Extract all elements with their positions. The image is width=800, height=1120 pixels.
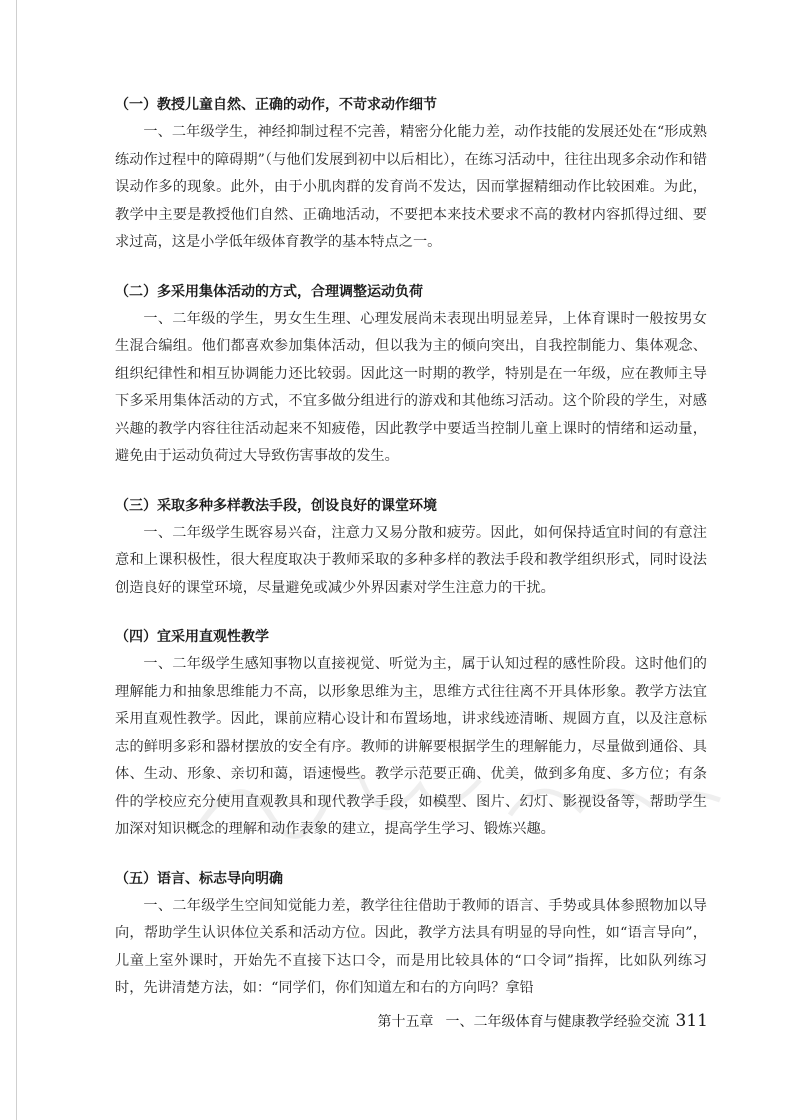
page-number: 311 (675, 1011, 708, 1031)
section-heading: （一）教授儿童自然、正确的动作，不苛求动作细节 (115, 97, 437, 113)
section-heading: （二）多采用集体活动的方式，合理调整运动负荷 (115, 283, 423, 300)
section-heading: （三）采取多种多样教法手段，创设良好的课堂环境 (115, 497, 437, 514)
section-4 (115, 624, 707, 844)
section-paragraph: 一、二年级学生既容易兴奋，注意力又易分散和疲劳。因此，如何保持适宜时间的有意注意和上课积极性，很大程度取决于教师采取的多种多样的教法手段和教学组织形式，同时设法创造良好的课堂环境，尽量避免或减少外界因素对学生注意力的干扰。 (115, 524, 707, 596)
section-2 (115, 279, 707, 471)
section-paragraph: 一、二年级学生，神经抑制过程不完善，精密分化能力差，动作技能的发展还处在“形成熟练动作过程中的障碍期”（与他们发展到初中以后相比），在练习活动中，往往出现多余动作和错误动作多的现象。此外，由于小肌肉群的发育尚不发达，因而掌握精细动作比较困难。为此，教学中主要是教授他们自然、正确地活动，不要把本来技术要求不高的教材内容抓得过细、要求过高，这是小学低年级体育教学的基本特点之一。 (115, 124, 707, 250)
section-heading: （四）宜采用直观性教学 (115, 629, 269, 645)
page-edge-line (16, 0, 17, 1120)
section-paragraph: 一、二年级学生空间知觉能力差，教学往往借助于教师的语言、手势或具体参照物加以导向，帮助学生认识体位关系和活动方位。因此，教学方法具有明显的导向性，如“语言导向”，儿童上室外课时，开始先不直接下达口令，而是用比较具体的“口令词”指挥，比如队列练习时，先讲清楚方法，如：“同学们，你们知道左和右的方向吗？拿铅 (115, 897, 707, 996)
section-paragraph: 一、二年级学生感知事物以直接视觉、听觉为主，属于认知过程的感性阶段。这时他们的理解能力和抽象思维能力不高，以形象思维为主，思维方式往往离不开具体形象。教学方法宜采用直观性教学。因此，课前应精心设计和布置场地，讲求线迹清晰、规圆方直，以及注意标志的鲜明多彩和器材摆放的安全有序。教师的讲解要根据学生的理解能力，尽量做到通俗、具体、生动、形象、亲切和蔼，语速慢些。教学示范要正确、优美，做到多角度、多方位；有条件的学校应充分使用直观教具和现代教学手段，如模型、图片、幻灯、影视设备等，帮助学生加深对知识概念的理解和动作表象的建立，提高学生学习、锻炼兴趣。 (115, 656, 707, 837)
section-paragraph: 一、二年级的学生，男女生生理、心理发展尚未表现出明显差异，上体育课时一般按男女生混合编组。他们都喜欢参加集体活动，但以我为主的倾向突出，自我控制能力、集体观念、组织纪律性和相互协调能力还比较弱。因此这一时期的教学，特别是在一年级，应在教师主导下多采用集体活动的方式，不宜多做分组进行的游戏和其他练习活动。这个阶段的学生，对感兴趣的教学内容往往活动起来不知疲倦，因此教学中要适当控制儿童上课时的情绪和运动量，避免由于运动负荷过大导致伤害事故的发生。 (115, 310, 707, 464)
section-3 (115, 493, 707, 603)
page-footer (378, 1011, 708, 1031)
footer-chapter: 第十五章 (377, 1014, 434, 1030)
section-5 (115, 866, 707, 1003)
main-content (115, 92, 707, 1025)
section-1 (115, 92, 707, 257)
section-heading: （五）语言、标志导向明确 (115, 870, 283, 887)
footer-title: 一、二年级体育与健康教学经验交流 (445, 1014, 670, 1030)
